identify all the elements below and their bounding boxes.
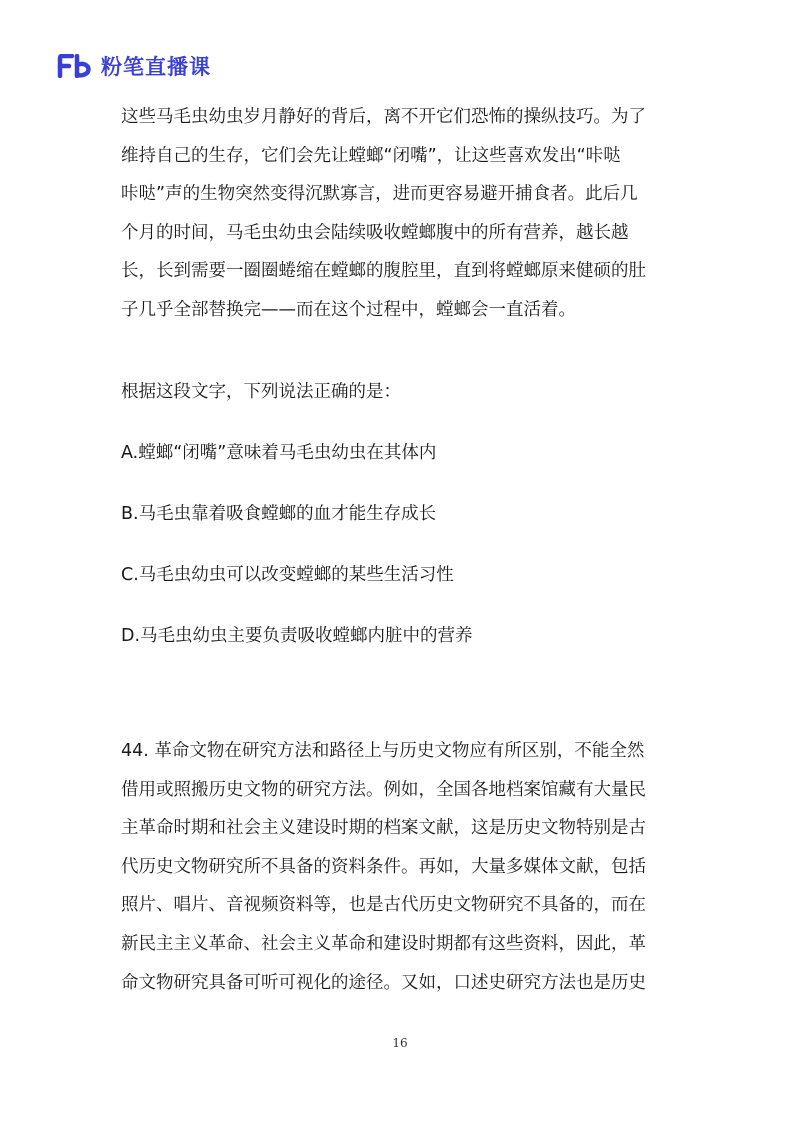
logo-text: 粉笔直播课 xyxy=(101,55,211,79)
question-44-line: 借用或照搬历史文物的研究方法。例如，全国各地档案馆藏有大量民 xyxy=(121,779,646,800)
question-44-line: 照片、唱片、音视频资料等，也是古代历史文物研究不具备的，而在 xyxy=(121,895,646,916)
passage-line: 个月的时间，马毛虫幼虫会陆续吸收螳螂腹中的所有营养，越长越 xyxy=(121,222,629,243)
question-44-line: 44. 革命文物在研究方法和路径上与历史文物应有所区别，不能全然 xyxy=(121,741,645,761)
option-a: A.螳螂“闭嘴”意味着马毛虫幼虫在其体内 xyxy=(121,443,437,463)
option-d: D.马毛虫幼虫主要负责吸收螳螂内脏中的营养 xyxy=(121,626,473,646)
passage-paragraph xyxy=(121,98,681,330)
passage-line: 这些马毛虫幼虫岁月静好的背后，离不开它们恐怖的操纵技巧。为了 xyxy=(121,107,646,127)
question-44-line: 新民主主义革命、社会主义革命和建设时期都有这些资料，因此，革 xyxy=(121,933,646,954)
question-44-line: 命文物研究具备可听可视化的途径。又如，口述史研究方法也是历史 xyxy=(121,972,646,993)
passage-line: 维持自己的生存，它们会先让螳螂“闭嘴”，让这些喜欢发出“咔哒 xyxy=(121,145,621,166)
passage-line: 子几乎全部替换完——而在这个过程中，螳螂会一直活着。 xyxy=(121,299,576,320)
header-logo xyxy=(57,51,211,81)
question-prompt: 根据这段文字，下列说法正确的是： xyxy=(121,382,401,402)
question-44-line: 代历史文物研究所不具备的资料条件。再如，大量多媒体文献，包括 xyxy=(121,856,646,877)
question-44-line: 主革命时期和社会主义建设时期的档案文献，这是历史文物特别是古 xyxy=(121,818,646,839)
passage-line: 咔哒”声的生物突然变得沉默寡言，进而更容易避开捕食者。此后几 xyxy=(121,184,638,205)
question-44-paragraph xyxy=(121,732,681,1002)
fb-logo-icon xyxy=(57,53,93,79)
option-b: B.马毛虫靠着吸食螳螂的血才能生存成长 xyxy=(121,504,437,524)
option-c: C.马毛虫幼虫可以改变螳螂的某些生活习性 xyxy=(121,565,454,585)
passage-line: 长，长到需要一圈圈蜷缩在螳螂的腹腔里，直到将螳螂原来健硕的肚 xyxy=(121,261,646,282)
page-number: 16 xyxy=(392,1036,408,1050)
